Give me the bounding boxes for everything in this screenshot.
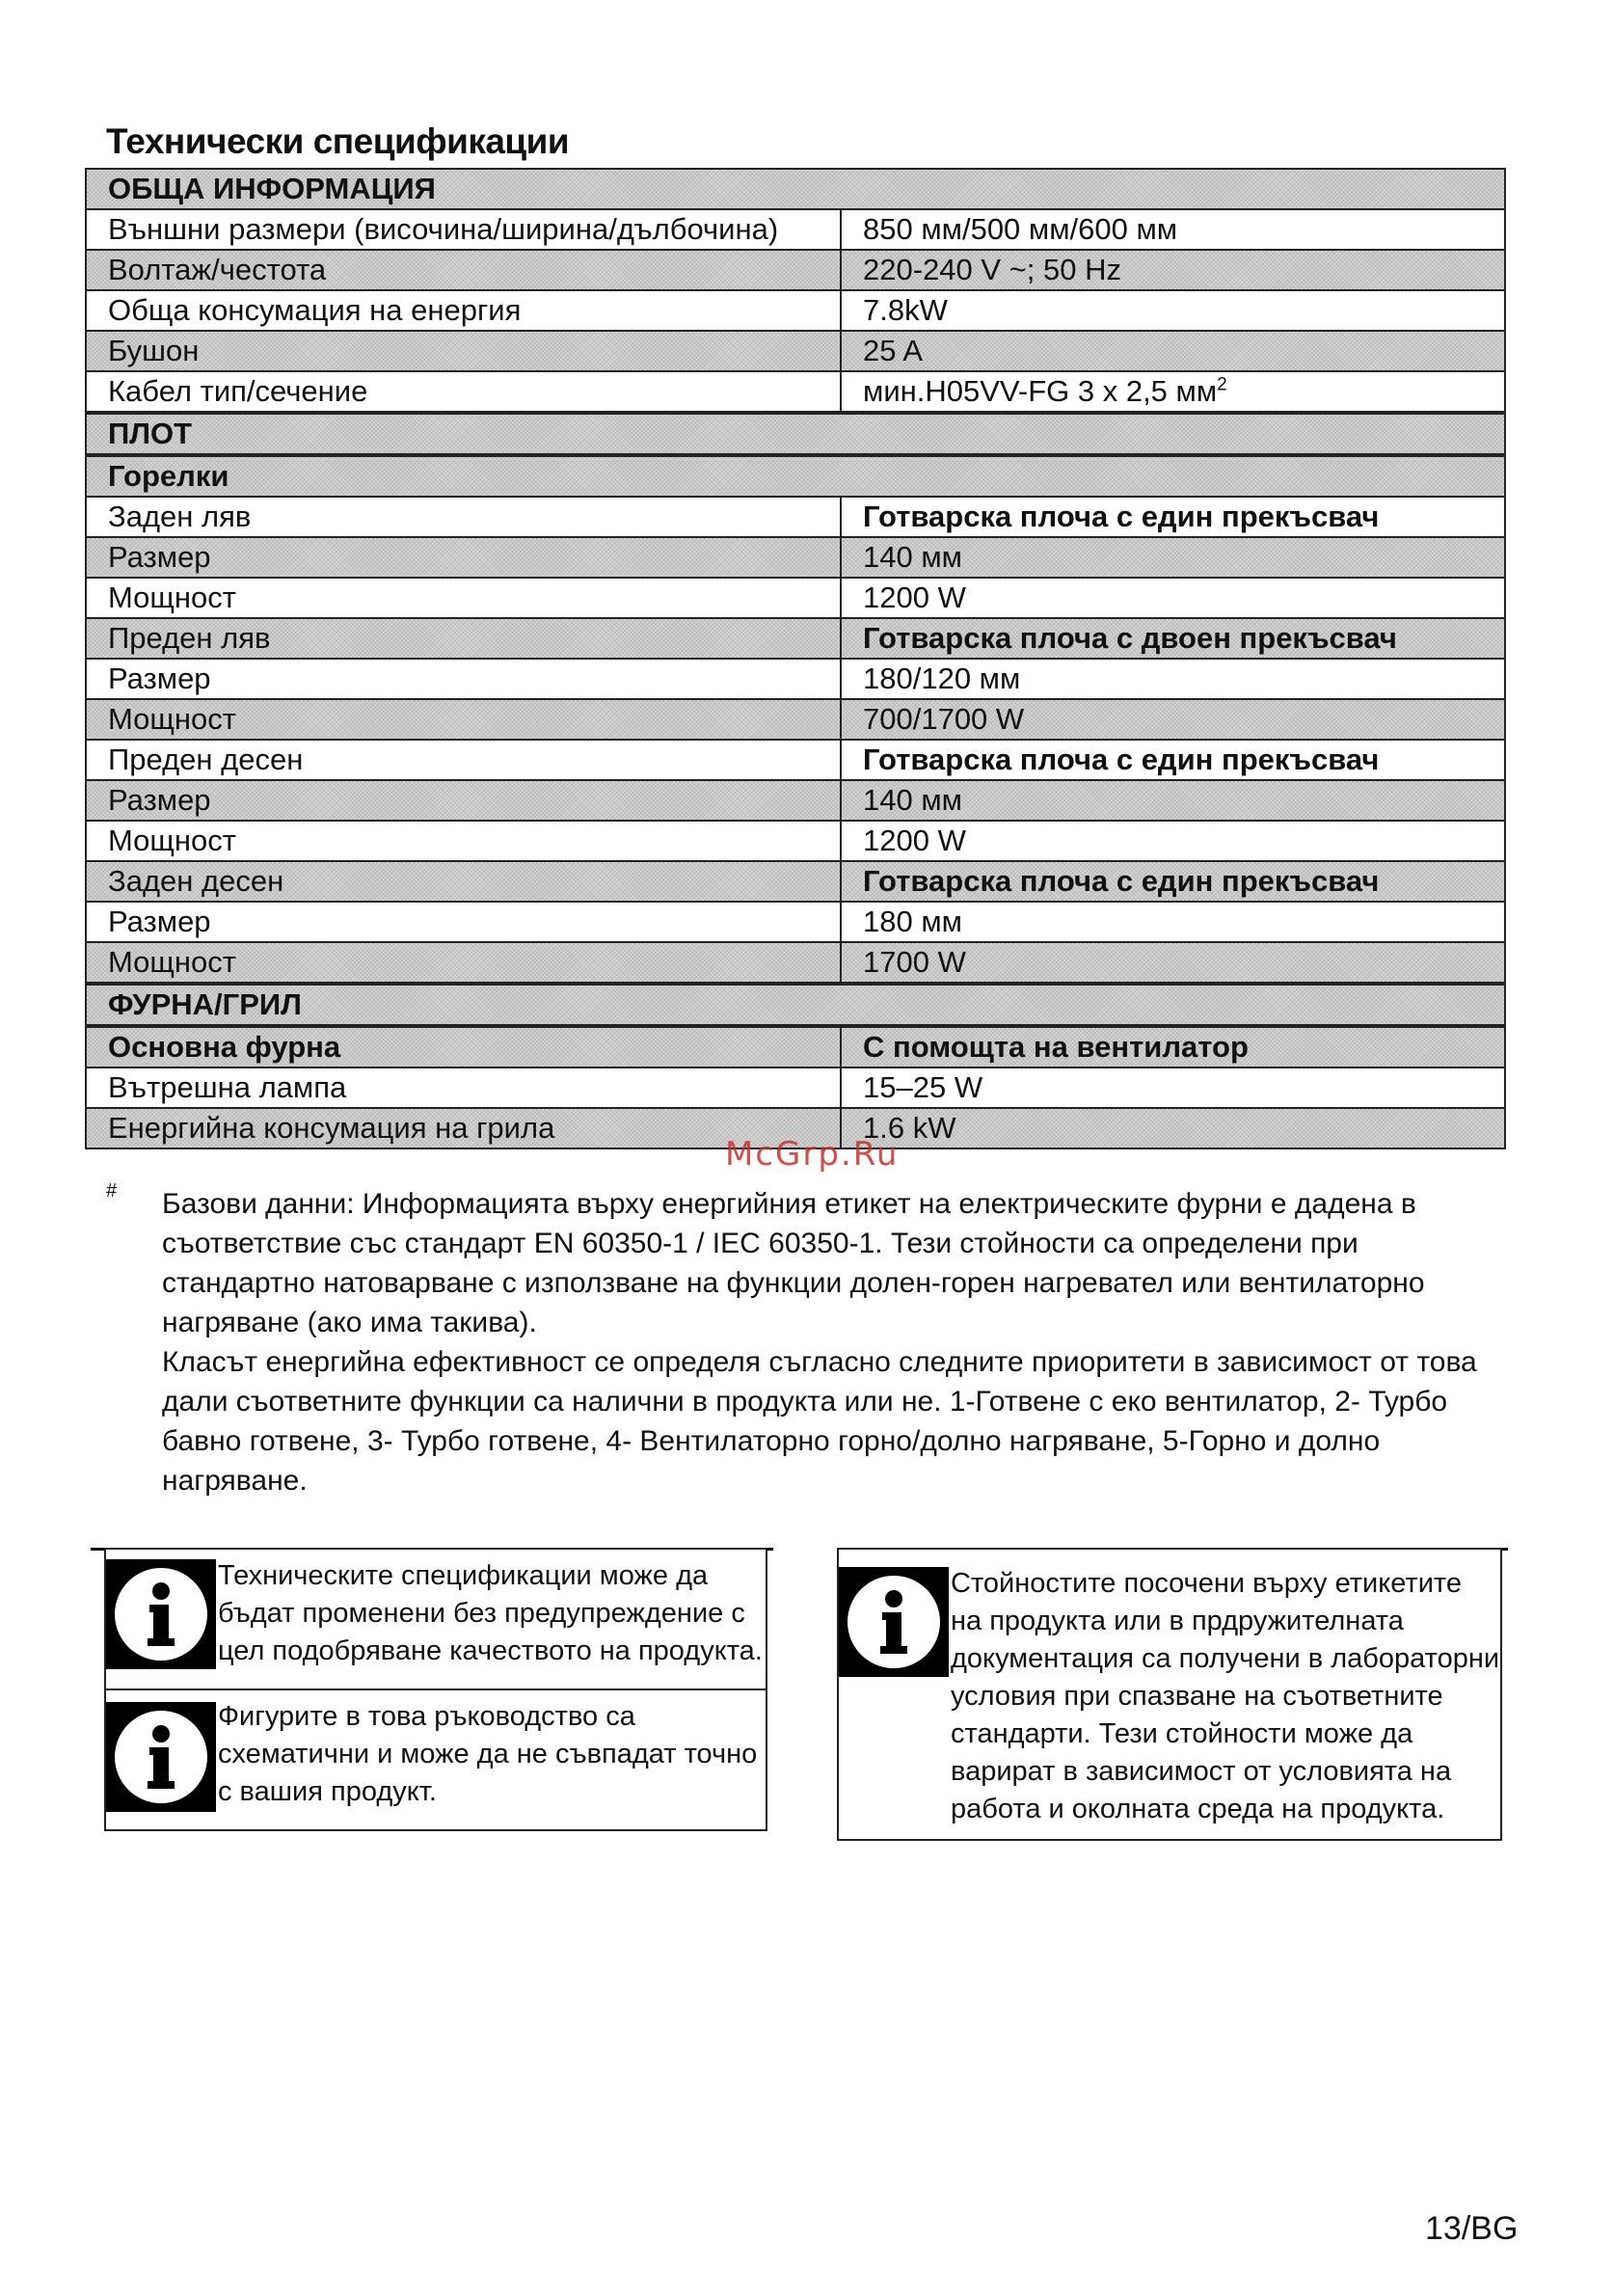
table-row (86, 455, 1505, 497)
spec-value: 1700 W (841, 942, 1505, 984)
table-row (86, 413, 1505, 455)
cable-value: мин.H05VV-FG 3 x 2,5 мм (863, 374, 1218, 408)
spec-value: 140 мм (841, 537, 1505, 578)
table-row (86, 902, 1505, 942)
info-box-left (104, 1548, 767, 1831)
spec-label: Мощност (86, 699, 841, 740)
table-row (86, 740, 1505, 780)
spec-label: Размер (86, 902, 841, 942)
table-row (86, 821, 1505, 861)
info-text: Стойностите посочени върху етикетите на продукта или в прдружителната документация са получени в лабораторни условия при спазване на съответните стандарти. Тези стойности може да варират в зависимост от условията на работа и околната среда на продукта. (951, 1568, 1500, 1824)
spec-value: С помощта на вентилатор (841, 1026, 1505, 1067)
table-row (86, 942, 1505, 984)
spec-value: 850 мм/500 мм/600 мм (841, 209, 1505, 250)
spec-table (85, 168, 1506, 1149)
section-burners: Горелки (86, 455, 1505, 497)
spec-value: 25 A (841, 331, 1505, 371)
footnote-paragraph: Класът енергийна ефективност се определя съгласно следните приоритети в зависимост от това дали съответните функции са налични в продукта или не. 1-Готвене с еко вентилатор, 2- Турбо бавно готвене, 3- Турбо готвене, 4- Вентилаторно горно/долно нагряване, 5-Горно и долно нагряване. (162, 1346, 1477, 1497)
spec-label: Заден десен (86, 861, 841, 902)
table-row (86, 209, 1505, 250)
table-row (86, 1026, 1505, 1067)
spec-value: 7.8kW (841, 290, 1505, 331)
spec-label: Мощност (86, 578, 841, 618)
table-row (86, 659, 1505, 699)
table-row (86, 984, 1505, 1026)
info-box-right (837, 1548, 1502, 1841)
spec-label: Преден ляв (86, 618, 841, 659)
section-general: ОБЩА ИНФОРМАЦИЯ (86, 169, 1505, 209)
info-text: Фигурите в това ръководство са схематични и може да не съвпадат точно с вашия продукт. (218, 1701, 758, 1807)
footnote-marker: # (106, 1180, 118, 1202)
table-row (86, 290, 1505, 331)
spec-value: 1.6 kW (841, 1108, 1505, 1148)
spec-value: 180/120 мм (841, 659, 1505, 699)
section-oven-grill: ФУРНА/ГРИЛ (86, 984, 1505, 1026)
spec-label: Кабел тип/сечение (86, 371, 841, 413)
table-row (86, 780, 1505, 821)
spec-value: Готварска плоча с един прекъсвач (841, 497, 1505, 537)
spec-label: Заден ляв (86, 497, 841, 537)
page-title: Технически спецификации (106, 122, 570, 161)
table-row (86, 250, 1505, 290)
info-icon (106, 1559, 216, 1669)
spec-label: Мощност (86, 821, 841, 861)
spec-label: Вътрешна лампа (86, 1067, 841, 1108)
info-text: Техническите спецификации може да бъдат променени без предупреждение с цел подобряване качеството на продукта. (218, 1560, 763, 1666)
superscript: 2 (1217, 374, 1227, 395)
spec-label: Волтаж/честота (86, 250, 841, 290)
watermark: McGrp.Ru (725, 1135, 900, 1174)
spec-value: 140 мм (841, 780, 1505, 821)
spec-label: Размер (86, 780, 841, 821)
spec-value: Готварска плоча с двоен прекъсвач (841, 618, 1505, 659)
spec-label: Размер (86, 659, 841, 699)
table-row (86, 537, 1505, 578)
spec-value: 220-240 V ~; 50 Hz (841, 250, 1505, 290)
spec-label: Бушон (86, 331, 841, 371)
table-row (86, 331, 1505, 371)
info-note (106, 1550, 766, 1690)
table-row (86, 578, 1505, 618)
spec-value: 180 мм (841, 902, 1505, 942)
spec-label: Основна фурна (86, 1026, 841, 1067)
table-row (86, 699, 1505, 740)
table-row (86, 1067, 1505, 1108)
table-row (86, 618, 1505, 659)
spec-value: 15–25 W (841, 1067, 1505, 1108)
spec-value: 1200 W (841, 578, 1505, 618)
table-row (86, 169, 1505, 209)
footnote (162, 1184, 1493, 1500)
spec-label: Преден десен (86, 740, 841, 780)
page-number: 13/BG (1425, 2210, 1519, 2247)
spec-label: Мощност (86, 942, 841, 984)
table-row (86, 371, 1505, 413)
spec-label: Размер (86, 537, 841, 578)
spec-value: Готварска плоча с един прекъсвач (841, 861, 1505, 902)
spec-label: Външни размери (височина/ширина/дълбочина) (86, 209, 841, 250)
section-hob: ПЛОТ (86, 413, 1505, 455)
spec-label: Обща консумация на енергия (86, 290, 841, 331)
spec-value (841, 371, 1505, 413)
spec-value: 1200 W (841, 821, 1505, 861)
spec-value: 700/1700 W (841, 699, 1505, 740)
table-row (86, 861, 1505, 902)
spec-label: Енергийна консумация на грила (86, 1108, 841, 1148)
spec-value: Готварска плоча с един прекъсвач (841, 740, 1505, 780)
info-icon (839, 1567, 949, 1677)
table-row (86, 497, 1505, 537)
info-icon (106, 1702, 216, 1812)
info-note (106, 1690, 766, 1831)
footnote-paragraph: Базови данни: Информацията върху енергийния етикет на електрическите фурни е дадена в съответствие със стандарт EN 60350-1 / IEC 60350-1. Тези стойности са определени при стандартно натоварване с използване на функции долен-горен нагревател или вентилаторно нагряване (ако има такива). (162, 1188, 1425, 1338)
